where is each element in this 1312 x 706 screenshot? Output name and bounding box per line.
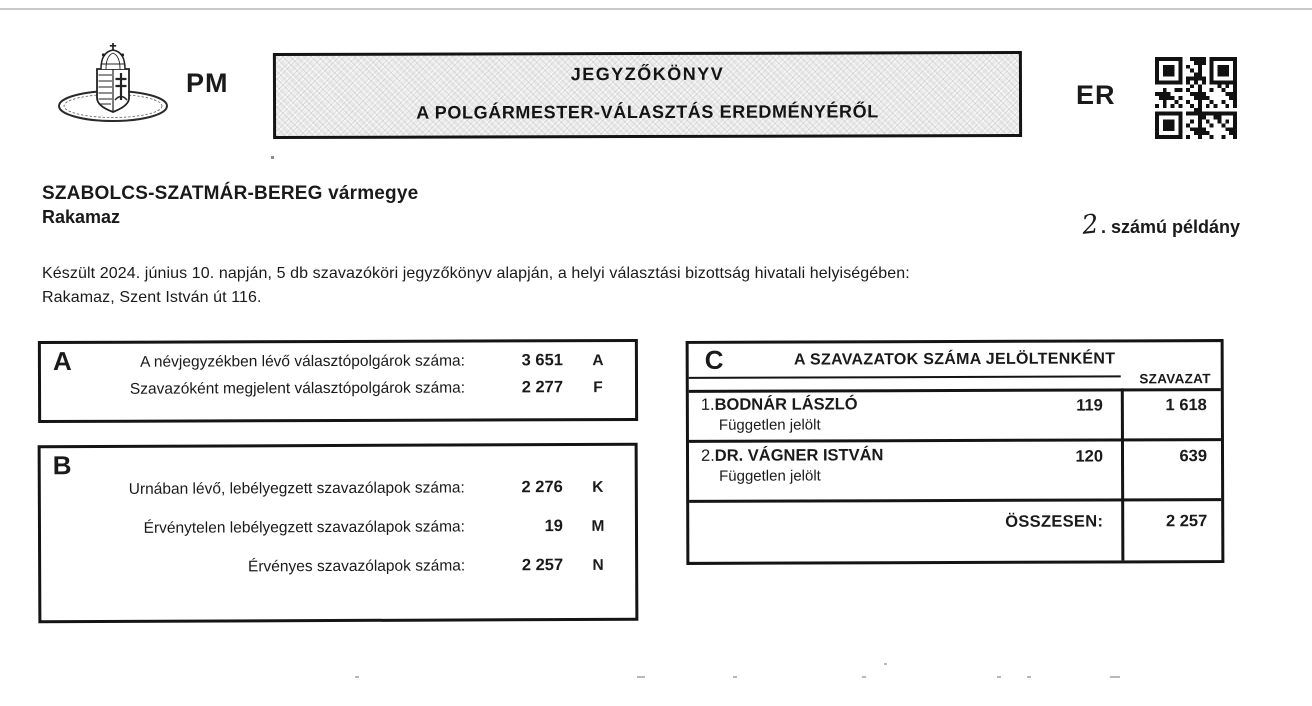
row-label: Szavazóként megjelent választópolgárok száma: — [129, 379, 466, 398]
candidate-number: 1. — [700, 395, 715, 414]
candidate-name: DR. VÁGNER ISTVÁN — [714, 446, 884, 465]
candidate-name: BODNÁR LÁSZLÓ — [714, 395, 858, 414]
copy-number-line — [990, 210, 1240, 240]
scan-speckle — [997, 676, 1001, 678]
row-code: A — [592, 352, 604, 370]
row-label: Urnában lévő, lebélyegzett szavazólapok száma: — [128, 479, 465, 498]
scan-speckle — [862, 676, 866, 678]
candidate-party: Független jelölt — [718, 416, 821, 434]
intro-line-2: Rakamaz, Szent István út 116. — [42, 289, 262, 306]
row-code: M — [591, 517, 605, 535]
candidate-votes: 639 — [1179, 447, 1208, 466]
table-column-divider — [1121, 388, 1125, 560]
document-title-box — [273, 51, 1022, 139]
section-c-label: C — [704, 344, 724, 375]
section-a-box — [38, 339, 638, 423]
scan-speckle — [271, 156, 274, 159]
scan-speckle — [637, 676, 645, 678]
table-row — [81, 556, 627, 597]
row-value: 2 257 — [521, 556, 564, 575]
table-row — [111, 378, 627, 407]
candidate-code: 119 — [1076, 396, 1103, 415]
document-title: JEGYZŐKÖNYV — [570, 63, 725, 85]
scan-artifact-top-line — [0, 8, 1312, 10]
row-code: N — [592, 556, 604, 574]
table-row — [111, 351, 627, 380]
row-label: Érvényes szavazólapok száma: — [248, 557, 466, 576]
scan-speckle — [1110, 676, 1120, 678]
row-value: 2 277 — [521, 378, 564, 397]
copy-number-suffix: . számú példány — [1100, 217, 1240, 237]
total-votes: 2 257 — [1165, 512, 1208, 531]
section-b-box — [38, 443, 639, 624]
municipality-name: Rakamaz — [42, 207, 121, 227]
scan-speckle — [355, 676, 359, 678]
row-code: F — [593, 379, 603, 397]
scan-speckle — [884, 663, 887, 665]
handwritten-copy-number: 2 — [1080, 209, 1101, 241]
row-value: 3 651 — [521, 351, 563, 370]
total-label: ÖSSZESEN: — [1005, 512, 1104, 531]
row-value: 2 276 — [521, 478, 563, 497]
document-subtitle: A POLGÁRMESTER-VÁLASZTÁS EREDMÉNYÉRŐL — [416, 101, 879, 123]
candidate-name-line — [701, 446, 884, 466]
row-label: Érvénytelen lebélyegzett szavazólapok száma: — [143, 518, 466, 537]
row-label: A névjegyzékben lévő választópolgárok száma: — [140, 352, 465, 371]
section-a-label: A — [52, 345, 72, 376]
votes-column-header: SZAVAZAT — [1139, 371, 1211, 387]
hungarian-coat-of-arms-icon — [56, 40, 170, 133]
section-c-box — [686, 339, 1225, 565]
intro-line-1: Készült 2024. június 10. napján, 5 db szavazóköri jegyzőkönyv alapján, a helyi választási bizottság hivatali helyiségében: — [42, 265, 910, 282]
table-rule — [689, 498, 1221, 502]
form-code-pm: PM — [186, 68, 229, 98]
form-code-er: ER — [1076, 80, 1116, 110]
row-code: K — [592, 478, 604, 496]
section-b-label: B — [52, 450, 72, 481]
scan-speckle — [1027, 676, 1031, 678]
row-value: 19 — [544, 517, 564, 536]
candidate-number: 2. — [700, 446, 715, 465]
candidate-name-line — [701, 395, 858, 415]
candidate-party: Független jelölt — [719, 467, 821, 485]
table-rule — [689, 438, 1221, 442]
candidate-votes: 1 618 — [1165, 396, 1207, 415]
candidate-code: 120 — [1075, 447, 1104, 466]
county-name: SZABOLCS-SZATMÁR-BEREG vármegye — [42, 183, 419, 204]
scan-speckle — [733, 676, 737, 678]
table-row — [81, 517, 627, 558]
table-rule — [689, 388, 1221, 393]
intro-paragraph — [42, 262, 1042, 310]
table-row — [81, 478, 627, 519]
qr-code-icon — [1155, 57, 1237, 144]
votes-table-title: A SZAVAZATOK SZÁMA JELÖLTENKÉNT — [793, 350, 1116, 369]
table-rule — [689, 375, 1121, 379]
